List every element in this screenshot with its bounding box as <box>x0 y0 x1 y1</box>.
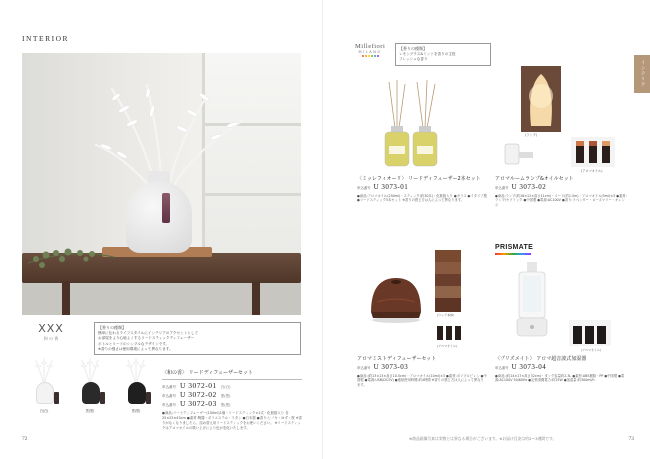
oil-label: (アロマオイル) <box>581 348 602 352</box>
product-name: アロマルームランプ&オイルセット <box>495 176 574 182</box>
variant-label: 黒(黒) <box>85 409 95 413</box>
variant-black-1 <box>72 358 108 412</box>
aroma-lamp-photo <box>521 66 561 132</box>
millefiori-logo <box>355 43 385 57</box>
code-value: U 3072-03 <box>180 398 217 408</box>
humidifier-photo <box>513 262 551 340</box>
code-note: 白(白) <box>220 384 231 389</box>
ceramic-vase <box>126 181 192 253</box>
order-code-row <box>495 363 627 372</box>
product-description: ●商品:リードディフューザー(100ml)1個・リードスティック×1式・化粧箱入り 各25×25×43cm ●素材:陶器・ポリエステル・ラタン ●日本製 ●香り:ヒノキ・ゆず・桜 ※香りがなくなりましたら、詰め替え用リードスティックをお使いください。 ※リードスティックはアロマオイルの吸い上げにより色が変化いたします。 <box>162 410 302 430</box>
logo-mark: ХХХ <box>38 322 64 335</box>
code-key: 申込番号 <box>357 185 371 190</box>
code-key: 申込番号 <box>495 185 509 190</box>
product-reed-diffuser <box>357 176 487 203</box>
variant-black-2 <box>118 358 154 412</box>
left-product-details <box>162 370 302 431</box>
code-key: 申込番号 <box>495 365 509 370</box>
prismate-logo: PRISMATE <box>495 244 534 251</box>
footer-note: ※商品画像写真は実物とは異なる場合がございます。※お届け目安は約2〜3週間です。 <box>409 436 557 441</box>
product-name: 〈ミッレフィオーリ〉 リードディフューザー2本セット <box>357 176 481 182</box>
oil-label: (アロマオイル) <box>437 344 458 348</box>
reed-flower-stems <box>92 81 252 191</box>
wanoka-logo <box>36 322 66 342</box>
info-line: ボトルとリードのシンプルなデザインです。 <box>98 341 170 346</box>
diffuser-light-color-strip <box>435 250 461 312</box>
code-value: U 3073-01 <box>373 182 409 191</box>
info-line: お部屋をより心地よくするリードスティックディフューザー <box>98 336 195 341</box>
variant-label: 白(白) <box>39 409 49 413</box>
hero-photo <box>22 53 301 315</box>
page-number: 73 <box>628 436 634 442</box>
code-key: 申込番号 <box>162 384 176 389</box>
code-value: U 3072-01 <box>180 380 217 390</box>
tassel <box>162 193 170 223</box>
info-line: レモングラス&ミントを香りの主役 <box>399 52 456 57</box>
left-info-box-wrap <box>94 322 301 355</box>
page-number: 72 <box>22 436 28 442</box>
code-note: 黒(黒) <box>220 402 231 407</box>
right-info-box-wrap <box>395 43 491 66</box>
eucalyptus-plant <box>26 223 116 273</box>
code-value: U 3072-02 <box>180 389 217 399</box>
humidifier-oil-bottles <box>569 320 611 346</box>
order-code-row <box>495 183 627 192</box>
oil-label: (アロマオイル) <box>581 169 603 173</box>
fragrance-info-box <box>395 43 491 66</box>
aroma-oil-bottles <box>571 137 615 167</box>
product-name: 〈プリズメイト〉 アロマ超音波式加湿器 <box>495 356 587 362</box>
code-value: U 3073-04 <box>511 362 547 371</box>
brand-name: Millefiori <box>355 43 386 50</box>
logo-subtitle: 和 の 香 <box>43 336 59 341</box>
code-value: U 3073-02 <box>511 182 547 191</box>
info-line: ※香りの強さは使用環境によって異なります。 <box>98 346 173 351</box>
info-line: 簡単に伝わるライフスタイルにインテリアのアクセントとして <box>98 331 199 336</box>
product-description: ●商品:(約13×13×高さ10.5cm)・アロマオイル(10ml)×3 ●素材:ポリプロピレン ●中国製 ●電源:USB(DC5V) ●連続使用時間:約4時間 ※香りの感じ方は人によって異なります。 <box>357 373 487 388</box>
order-code-row <box>357 363 487 372</box>
reed-diffuser-photo <box>375 78 451 170</box>
info-heading: 【香りの種類】 <box>98 325 126 330</box>
lamp-label: (ランプ) <box>525 133 538 137</box>
variant-label: 黒(黒) <box>131 409 141 413</box>
code-note: 黒(黒) <box>220 393 231 398</box>
product-description: ●商品:ランプ(約16×12×高さ11cm)・コード(約1.5m)・アロマオイル(5ml)×3 ●素材:ランプ/セラミック ●中国製 ●電源:AC100V ●香り:ラベンダー・ローズマリー・オレンジ <box>495 193 627 208</box>
code-key: 申込番号 <box>357 365 371 370</box>
diffuser-oil-bottles <box>435 322 463 342</box>
info-heading: 【香りの種類】 <box>399 46 427 51</box>
code-key: 申込番号 <box>162 402 176 407</box>
code-value: U 3073-03 <box>373 362 409 371</box>
wood-mist-diffuser-photo <box>367 272 425 324</box>
info-line: フレッシュな香り <box>399 57 428 62</box>
right-page <box>322 0 650 459</box>
variant-photos <box>26 358 156 418</box>
product-description: ●商品:(約14×17×高さ32cm)・タンク容量約2.3L ●素材:ABS樹脂・PP ●中国製 ●電源:AC100V 50/60Hz ●定格消費電力:約25W ●加湿量:約300ml/h <box>495 373 625 383</box>
code-key: 申込番号 <box>162 393 176 398</box>
product-description: ●商品:アロマオイル(250ml)・スティック(約30本)・化粧箱入り ●ガラス ●イタリア製 ●リードスティック5本セット ※香りの感じ方は人によって異なります。 <box>357 193 487 203</box>
left-page <box>0 0 322 459</box>
fragrance-info-box <box>94 322 301 355</box>
product-mist-diffuser <box>357 356 487 388</box>
product-aroma-lamp <box>495 176 627 208</box>
section-title: INTERIOR <box>22 34 69 43</box>
variant-white <box>26 358 62 412</box>
order-codes <box>162 382 302 409</box>
diffuser-label: (ウッド本体) <box>437 313 455 317</box>
category-side-tab: インテリア <box>634 55 650 93</box>
order-code-row <box>162 400 302 409</box>
order-code-row <box>357 183 487 192</box>
product-name: 〈和の香〉 リードディフューザーセット <box>162 370 253 376</box>
product-name: アロマミストディフューザーセット <box>357 356 437 362</box>
product-humidifier <box>495 356 627 383</box>
lamp-plug-photo <box>501 142 537 168</box>
brand-sub: MILANO <box>358 50 382 54</box>
